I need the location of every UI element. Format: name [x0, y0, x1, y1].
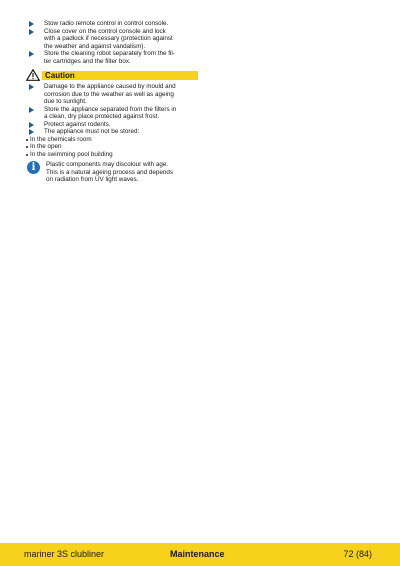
bullet-dot: [26, 146, 28, 148]
info-circle-icon: i: [27, 161, 40, 174]
info-line: This is a natural ageing process and depends: [46, 168, 174, 176]
step-triangle-icon: [29, 21, 34, 27]
info-note: [26, 161, 198, 184]
step-triangle-icon: [29, 107, 34, 113]
warning-triangle-icon: [26, 69, 40, 81]
caution-label: Caution: [42, 71, 198, 80]
step-triangle-icon: [29, 129, 34, 135]
caution-step: Protect against rodents.: [26, 121, 198, 129]
bullet-dot: [26, 154, 28, 156]
step-item-continued: ter cartridges and the filter box.: [44, 57, 131, 65]
step-triangle-icon: [29, 84, 34, 90]
step-item: Store the cleaning robot separately from the fil-: [26, 50, 198, 58]
footer-page-number: 72 (84): [343, 549, 372, 559]
caution-step: Damage to the appliance caused by mould and: [26, 83, 198, 91]
page-footer: [0, 543, 400, 566]
caution-header: [26, 69, 198, 81]
caution-step: The appliance must not be stored:: [26, 128, 198, 136]
caution-step-continued: due to sunlight.: [44, 98, 87, 105]
bullet-item: In the chemicals room: [26, 136, 198, 144]
step-item: Close cover on the control console and lock: [26, 28, 198, 36]
info-line: on radiation from UV light waves.: [46, 176, 139, 183]
footer-product: mariner 3S clubliner: [24, 549, 105, 559]
caution-step: Store the appliance separated from the filters in: [26, 106, 198, 114]
step-item-continued: the weather and against vandalism).: [44, 42, 146, 50]
step-item-continued: with a padlock if necessary (protection against: [44, 35, 173, 42]
caution-step-continued: corrosion due to the weather as well as ageing: [44, 90, 174, 98]
step-triangle-icon: [29, 122, 34, 128]
manual-content: [26, 20, 198, 184]
footer-section: Maintenance: [170, 549, 225, 559]
info-line: Plastic components may discolour with age.: [46, 161, 169, 168]
bullet-dot: [26, 139, 28, 141]
bullet-item: In the open: [26, 143, 198, 151]
bullet-item: In the swimming pool building: [26, 151, 198, 159]
step-triangle-icon: [29, 29, 34, 35]
caution-step-continued: a clean, dry place protected against frost.: [44, 113, 160, 120]
step-item: Stow radio remote control in control console.: [26, 20, 198, 28]
step-triangle-icon: [29, 51, 34, 57]
